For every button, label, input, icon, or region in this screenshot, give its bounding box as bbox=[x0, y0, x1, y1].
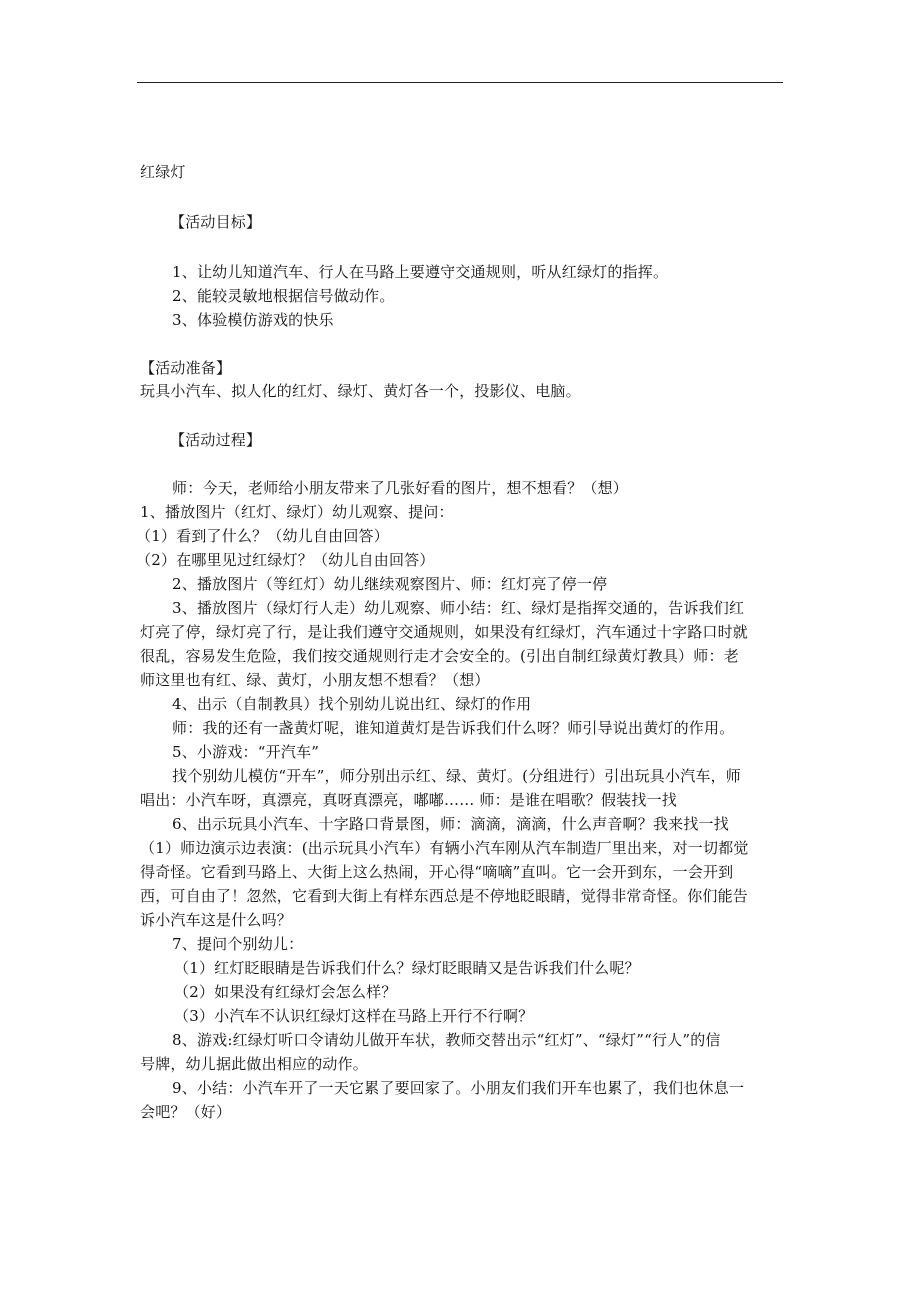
process-line: 会吧？（好） bbox=[140, 1103, 232, 1121]
process-line: （3）小汽车不认识红绿灯这样在马路上开行不行啊？ bbox=[174, 1007, 534, 1025]
process-line: 师这里也有红、绿、黄灯，小朋友想不想看？（想） bbox=[140, 671, 490, 689]
process-line: 西，可自由了！忽然，它看到大街上有样东西总是不停地眨眼睛，觉得非常奇怪。你们能告 bbox=[140, 887, 749, 905]
process-line: （2）在哪里见过红绿灯？（幼儿自由回答） bbox=[136, 551, 435, 569]
process-line: 5、小游戏：“开汽车” bbox=[172, 743, 320, 761]
process-line: 得奇怪。它看到马路上、大街上这么热闹，开心得“嘀嘀”直叫。它一会开到东，一会开到 bbox=[140, 863, 734, 881]
process-line: 找个别幼儿模仿“开车”，师分别出示红、绿、黄灯。(分组进行）引出玩具小汽车，师 bbox=[172, 767, 741, 785]
process-line: 师：今天，老师给小朋友带来了几张好看的图片，想不想看？（想） bbox=[172, 479, 629, 497]
goal-item: 2、能较灵敏地根据信号做动作。 bbox=[172, 287, 395, 305]
process-line: 4、出示（自制教具）找个别幼儿说出红、绿灯的作用 bbox=[172, 695, 532, 713]
process-line: 9、小结：小汽车开了一天它累了要回家了。小朋友们我们开车也累了，我们也休息一 bbox=[172, 1079, 745, 1097]
process-line: 2、播放图片（等红灯）幼儿继续观察图片、师：红灯亮了停一停 bbox=[172, 575, 608, 593]
process-line: 号牌，幼儿据此做出相应的动作。 bbox=[140, 1055, 369, 1073]
process-line: 3、播放图片（绿灯行人走）幼儿观察、师小结：红、绿灯是指挥交通的，告诉我们红 bbox=[172, 599, 745, 617]
process-line: 灯亮了停，绿灯亮了行，是让我们遵守交通规则，如果没有红绿灯，汽车通过十字路口时就 bbox=[140, 623, 749, 641]
process-line: （1）看到了什么？（幼儿自由回答） bbox=[136, 527, 389, 545]
header-rule bbox=[137, 82, 783, 83]
process-line: （1）师边演示边表演：(出示玩具小汽车）有辆小汽车刚从汽车制造厂里出来，对一切都觉 bbox=[140, 839, 749, 857]
document-title: 红绿灯 bbox=[140, 163, 186, 181]
prep-heading: 【活动准备】 bbox=[140, 359, 232, 377]
goal-item: 3、体验模仿游戏的快乐 bbox=[172, 311, 334, 329]
process-line: 很乱，容易发生危险，我们按交通规则行走才会安全的。(引出自制红绿黄灯教具）师：老 bbox=[140, 647, 739, 665]
prep-text: 玩具小汽车、拟人化的红灯、绿灯、黄灯各一个，投影仪、电脑。 bbox=[140, 382, 581, 400]
goal-item: 1、让幼儿知道汽车、行人在马路上要遵守交通规则，听从红绿灯的指挥。 bbox=[172, 263, 669, 281]
process-line: 7、提问个别幼儿： bbox=[172, 935, 304, 953]
process-line: 8、游戏:红绿灯听口令请幼儿做开车状，教师交替出示“红灯”、“绿灯”“行人”的信 bbox=[172, 1031, 721, 1049]
process-line: 唱出：小汽车呀，真漂亮，真呀真漂亮，嘟嘟…… 师：是谁在唱歌？假装找一找 bbox=[140, 791, 677, 809]
process-line: 1、播放图片（红灯、绿灯）幼儿观察、提问： bbox=[140, 503, 454, 521]
process-line: 诉小汽车这是什么吗？ bbox=[140, 911, 293, 929]
process-heading: 【活动过程】 bbox=[170, 431, 262, 449]
process-line: （2）如果没有红绿灯会怎么样？ bbox=[174, 983, 397, 1001]
goal-heading: 【活动目标】 bbox=[170, 213, 262, 231]
process-line: 6、出示玩具小汽车、十字路口背景图，师：滴滴，滴滴，什么声音啊？我来找一找 bbox=[172, 815, 729, 833]
process-line: 师：我的还有一盏黄灯呢，谁知道黄灯是告诉我们什么呀？师引导说出黄灯的作用。 bbox=[172, 719, 735, 737]
process-line: （1）红灯眨眼睛是告诉我们什么？绿灯眨眼睛又是告诉我们什么呢？ bbox=[174, 959, 640, 977]
